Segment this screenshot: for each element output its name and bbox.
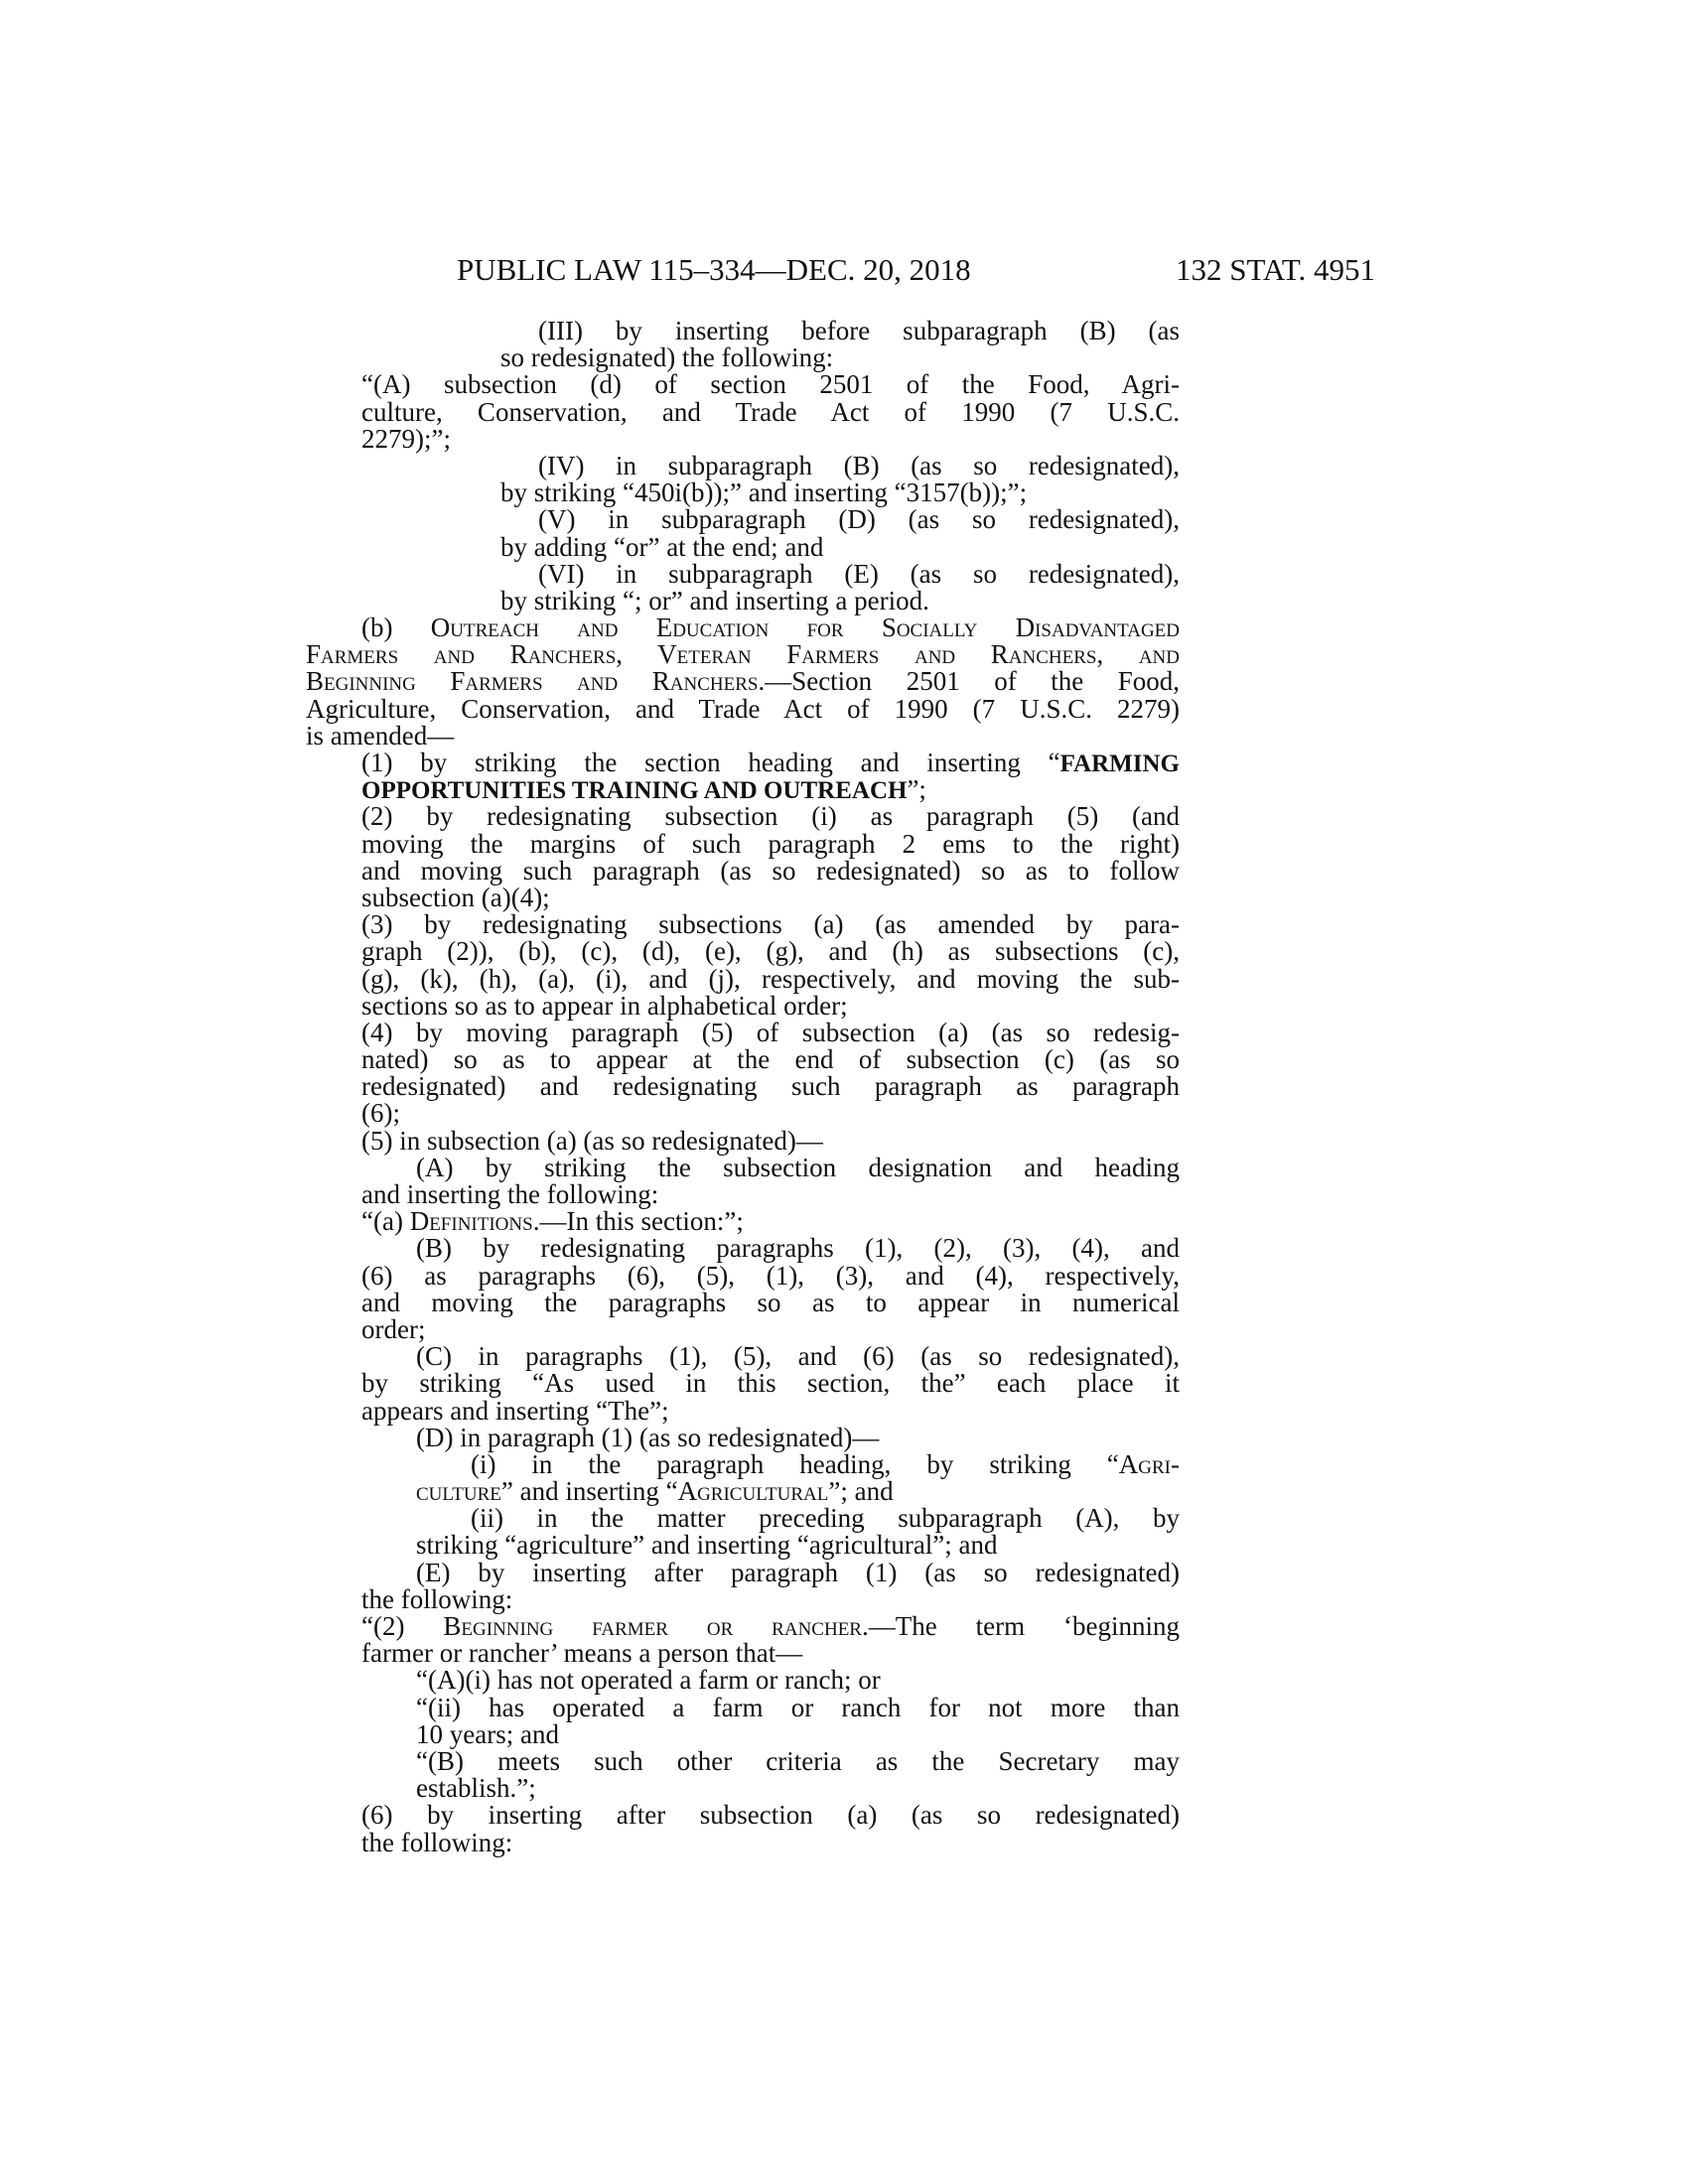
small-caps-heading-text: culture bbox=[416, 1476, 501, 1507]
text-line bbox=[306, 1802, 1180, 1829]
public-law-citation: PUBLIC LAW 115–334—DEC. 20, 2018 bbox=[457, 252, 971, 287]
text-line bbox=[306, 1692, 1180, 1722]
line-text: by striking “; or” and inserting a period. bbox=[500, 585, 929, 615]
line-text: and moving such paragraph (as so redesignated) so as to follow bbox=[361, 855, 1180, 886]
text-line bbox=[306, 1343, 1180, 1370]
line-text: redesignated) and redesignating such paragraph as paragraph bbox=[361, 1071, 1180, 1102]
small-caps-heading-text: Farmers and Ranchers, Veteran Farmers and Ranchers, and bbox=[306, 639, 1180, 670]
text-line bbox=[306, 1152, 1180, 1182]
line-text: (b) bbox=[361, 613, 431, 643]
small-caps-heading-text: Agricultural bbox=[677, 1476, 829, 1507]
text-line bbox=[306, 1640, 1180, 1667]
line-text: by striking “As used in this section, the” each place it bbox=[361, 1368, 1180, 1399]
text-line bbox=[306, 1125, 1180, 1156]
text-line bbox=[306, 1478, 1180, 1505]
text-line bbox=[306, 371, 1180, 398]
text-line bbox=[306, 396, 1180, 427]
small-caps-heading-text: Agri- bbox=[1118, 1448, 1180, 1479]
line-text: (C) in paragraphs (1), (5), and (6) (as so redesignated), bbox=[416, 1341, 1180, 1372]
text-line bbox=[306, 531, 1180, 562]
line-text: sections so as to appear in alphabetical order; bbox=[361, 990, 848, 1021]
text-line bbox=[306, 1260, 1180, 1291]
line-text: is amended— bbox=[306, 720, 455, 751]
text-line bbox=[306, 1046, 1180, 1073]
text-line bbox=[306, 450, 1180, 480]
text-line bbox=[306, 558, 1180, 589]
line-text: (6); bbox=[361, 1098, 400, 1129]
text-line bbox=[306, 318, 1180, 344]
line-text: appears and inserting “The”; bbox=[361, 1395, 669, 1426]
text-line bbox=[306, 1208, 1180, 1235]
line-text: (IV) in subparagraph (B) (as so redesignated), bbox=[538, 450, 1180, 480]
text-line bbox=[306, 963, 1180, 994]
text-line bbox=[306, 1613, 1180, 1640]
line-text: (2) by redesignating subsection (i) as paragraph (5) (and bbox=[361, 801, 1180, 832]
line-text: establish.”; bbox=[416, 1773, 536, 1804]
text-line bbox=[306, 614, 1180, 641]
line-text: (ii) in the matter preceding subparagraph (A), by bbox=[471, 1503, 1180, 1534]
text-line bbox=[306, 1313, 1180, 1344]
text-line bbox=[306, 506, 1180, 533]
line-text: (1) by striking the section heading and inserting “ bbox=[361, 748, 1060, 777]
line-text: “(B) meets such other criteria as the Secretary may bbox=[416, 1745, 1180, 1776]
line-text: (E) by inserting after paragraph (1) (as so redesignated) bbox=[416, 1557, 1180, 1587]
text-line bbox=[306, 423, 1180, 454]
text-line bbox=[306, 1775, 1180, 1802]
text-line bbox=[306, 1235, 1180, 1262]
small-caps-heading-text: Definitions bbox=[409, 1206, 533, 1237]
line-text: (i) in the paragraph heading, by striking “ bbox=[471, 1448, 1119, 1479]
line-text: (g), (k), (h), (a), (i), and (j), respectively, and moving the sub- bbox=[361, 963, 1180, 994]
line-text: nated) so as to appear at the end of subsection (c) (as so bbox=[361, 1044, 1180, 1075]
line-text: ”; bbox=[907, 774, 926, 805]
line-text: moving the margins of such paragraph 2 ems to the right) bbox=[361, 828, 1180, 859]
line-text: “(2) bbox=[361, 1611, 444, 1641]
statute-page-number: 132 STAT. 4951 bbox=[1175, 252, 1375, 287]
line-text: Agriculture, Conservation, and Trade Act of 1990 (7 U.S.C. 2279) bbox=[306, 693, 1180, 724]
line-text: farmer or rancher’ means a person that— bbox=[361, 1638, 803, 1669]
text-line bbox=[306, 911, 1180, 938]
line-text: .—The term ‘beginning bbox=[861, 1611, 1181, 1641]
bold-heading-text: FARMING bbox=[1059, 751, 1180, 777]
small-caps-heading-text: Beginning Farmers and Ranchers bbox=[306, 666, 759, 697]
line-text: 10 years; and bbox=[416, 1718, 559, 1749]
text-line bbox=[306, 585, 1180, 615]
line-text: (5) in subsection (a) (as so redesignated)— bbox=[361, 1125, 823, 1156]
line-text: ”; and bbox=[828, 1476, 894, 1507]
text-line bbox=[306, 344, 1180, 371]
line-text: (D) in paragraph (1) (as so redesignated)— bbox=[416, 1422, 880, 1452]
line-text: the following: bbox=[361, 1583, 513, 1614]
text-line bbox=[306, 720, 1180, 751]
text-line bbox=[306, 776, 1180, 803]
text-line bbox=[306, 1745, 1180, 1776]
text-line bbox=[306, 1583, 1180, 1614]
line-text: by adding “or” at the end; and bbox=[500, 531, 824, 562]
line-text: .—Section 2501 of the Food, bbox=[758, 666, 1180, 697]
bold-heading-text: OPPORTUNITIES TRAINING AND OUTREACH bbox=[361, 777, 908, 805]
line-text: “(A) subsection (d) of section 2501 of the Food, Agri- bbox=[361, 369, 1180, 400]
small-caps-heading-text: Outreach and Education for Socially Disadvantaged bbox=[430, 613, 1180, 643]
text-line bbox=[306, 1422, 1180, 1452]
text-line bbox=[306, 641, 1180, 668]
line-text: “(A)(i) has not operated a farm or ranch; or bbox=[416, 1665, 881, 1696]
line-text: the following: bbox=[361, 1827, 513, 1857]
line-text: (3) by redesignating subsections (a) (as amended by para- bbox=[361, 909, 1180, 940]
text-line bbox=[306, 882, 1180, 912]
text-line bbox=[306, 1505, 1180, 1532]
line-text: (B) by redesignating paragraphs (1), (2), (3), (4), and bbox=[416, 1233, 1180, 1264]
line-text: .—In this section:”; bbox=[532, 1206, 744, 1237]
line-text: subsection (a)(4); bbox=[361, 882, 550, 912]
text-line bbox=[306, 1073, 1180, 1100]
text-line bbox=[306, 1100, 1180, 1127]
text-line bbox=[306, 1370, 1180, 1397]
text-line bbox=[306, 1557, 1180, 1587]
text-line bbox=[306, 1181, 1180, 1208]
text-line bbox=[306, 1532, 1180, 1559]
text-line bbox=[306, 668, 1180, 695]
line-text: (6) as paragraphs (6), (5), (1), (3), and (4), respectively, bbox=[361, 1260, 1180, 1291]
text-line bbox=[306, 479, 1180, 506]
line-text: (A) by striking the subsection designation and heading bbox=[416, 1152, 1180, 1182]
text-line bbox=[306, 855, 1180, 886]
line-text: (III) by inserting before subparagraph (B) (as bbox=[538, 316, 1180, 345]
text-line bbox=[306, 1827, 1180, 1857]
statute-body-text bbox=[306, 318, 1180, 1856]
text-line bbox=[306, 1718, 1180, 1749]
line-text: graph (2)), (b), (c), (d), (e), (g), and (h) as subsections (c), bbox=[361, 936, 1180, 967]
text-line bbox=[306, 693, 1180, 724]
text-line bbox=[306, 1395, 1180, 1426]
line-text: order; bbox=[361, 1313, 426, 1344]
line-text: (V) in subparagraph (D) (as so redesignated), bbox=[538, 504, 1180, 535]
text-line bbox=[306, 828, 1180, 859]
text-line bbox=[306, 750, 1180, 776]
text-line bbox=[306, 1448, 1180, 1479]
text-line bbox=[306, 803, 1180, 830]
running-header bbox=[457, 250, 1375, 290]
line-text: and inserting the following: bbox=[361, 1179, 659, 1209]
line-text: “(a) bbox=[361, 1206, 410, 1237]
text-line bbox=[306, 990, 1180, 1021]
line-text: by striking “450i(b));” and inserting “3157(b));”; bbox=[500, 478, 1028, 508]
text-line bbox=[306, 1287, 1180, 1317]
line-text: culture, Conservation, and Trade Act of 1990 (7 U.S.C. bbox=[361, 396, 1180, 427]
line-text: “(ii) has operated a farm or ranch for not more than bbox=[416, 1692, 1180, 1722]
text-line bbox=[306, 1017, 1180, 1047]
line-text: (4) by moving paragraph (5) of subsection (a) (as so redesig- bbox=[361, 1017, 1180, 1047]
text-line bbox=[306, 938, 1180, 965]
line-text: so redesignated) the following: bbox=[500, 342, 834, 373]
line-text: (6) by inserting after subsection (a) (as so redesignated) bbox=[361, 1800, 1180, 1831]
line-text: 2279);”; bbox=[361, 423, 451, 454]
line-text: and moving the paragraphs so as to appear in numerical bbox=[361, 1287, 1180, 1317]
line-text: striking “agriculture” and inserting “agricultural”; and bbox=[416, 1530, 998, 1561]
line-text: (VI) in subparagraph (E) (as so redesignated), bbox=[538, 558, 1180, 589]
small-caps-heading-text: Beginning farmer or rancher bbox=[443, 1611, 862, 1641]
line-text: ” and inserting “ bbox=[500, 1476, 678, 1507]
text-line bbox=[306, 1667, 1180, 1694]
